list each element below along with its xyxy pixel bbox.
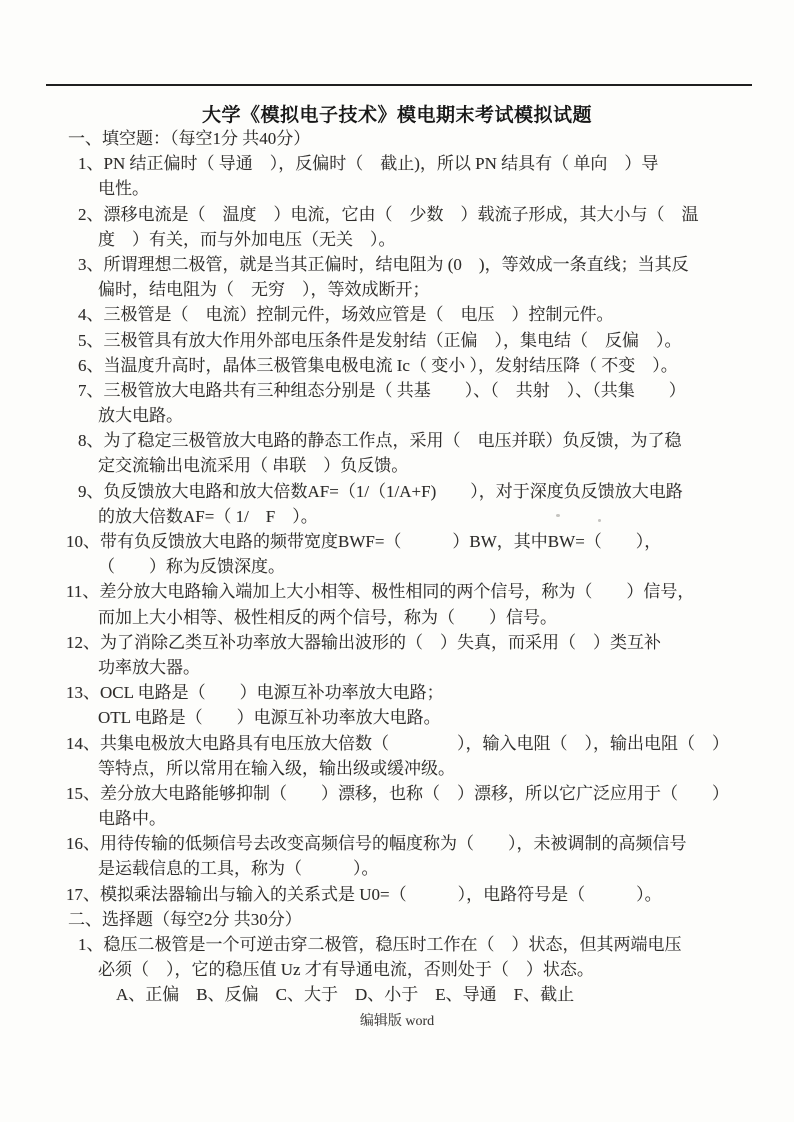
- question-2-line-1: 2、漂移电流是（ 温度 ）电流，它由（ 少数 ）载流子形成，其大小与（ 温: [78, 204, 699, 224]
- header-rule: [46, 84, 752, 86]
- question-3-line-1: 3、所谓理想二极管，就是当其正偏时，结电阻为 (0 )，等效成一条直线；当其反: [78, 254, 689, 274]
- question-10-line-1: 10、带有负反馈放大电路的频带宽度BWF=（ ）BW，其中BW=（ ），: [66, 532, 662, 551]
- section-heading-fill-blank: 一、填空题：（每空1分 共40分）: [68, 129, 311, 148]
- question-9-line-2: 的放大倍数AF=（ 1/ F ）。: [98, 506, 318, 526]
- scan-speckle: [556, 514, 560, 517]
- question-13-line-2: OTL 电路是（ ）电源互补功率放大电路。: [98, 708, 441, 728]
- question-14-line-1: 14、共集电极放大电路具有电压放大倍数（ ），输入电阻（ ），输出电阻（ ）: [66, 733, 729, 753]
- question-12-line-2: 功率放大器。: [98, 657, 200, 677]
- question-11-line-2: 而加上大小相等、极性相反的两个信号，称为（ ）信号。: [98, 607, 557, 627]
- section-heading-multiple-choice: 二、选择题（每空2分 共30分）: [68, 909, 302, 929]
- question-14-line-2: 等特点，所以常用在输入级，输出级或缓冲级。: [98, 758, 455, 778]
- choice-question-1-options: A、正偏 B、反偏 C、大于 D、小于 E、导通 F、截止: [116, 985, 575, 1005]
- exam-title: 大学《模拟电子技术》模电期末考试模拟试题: [201, 105, 592, 126]
- exam-body: [0, 126, 794, 1008]
- question-2-line-2: 度 ）有关，而与外加电压（无关 ）。: [98, 229, 396, 249]
- question-12-line-1: 12、为了消除乙类互补功率放大器输出波形的（ ）失真，而采用（ ）类互补: [66, 632, 661, 652]
- question-4-line-1: 4、三极管是（ 电流）控制元件，场效应管是（ 电压 ）控制元件。: [78, 305, 614, 325]
- question-7-line-1: 7、三极管放大电路共有三种组态分别是（ 共基 ）、（ 共射 ）、（共集 ）: [78, 380, 686, 400]
- question-16-line-1: 16、用待传输的低频信号去改变高频信号的幅度称为（ ），未被调制的高频信号: [66, 834, 687, 854]
- question-10-line-2: （ ）称为反馈深度。: [98, 557, 285, 577]
- question-15-line-2: 电路中。: [98, 809, 166, 829]
- choice-question-1-line-1: 1、稳压二极管是一个可逆击穿二极管，稳压时工作在（ ）状态，但其两端电压: [78, 935, 682, 954]
- page-footer: 编辑版 word: [359, 1014, 435, 1029]
- question-1-line-1: 1、PN 结正偏时（ 导通 ），反偏时（ 截止)，所以 PN 结具有（ 单向 ）导: [78, 154, 659, 174]
- question-8-line-1: 8、为了稳定三极管放大电路的静态工作点，采用（ 电压并联）负反馈，为了稳: [78, 431, 682, 451]
- question-17-line-1: 17、模拟乘法器输出与输入的关系式是 U0=（ ），电路符号是（ ）。: [66, 884, 662, 904]
- question-3-line-2: 偏时，结电阻为（ 无穷 ），等效成断开；: [98, 280, 430, 300]
- question-11-line-1: 11、差分放大电路输入端加上大小相等、极性相同的两个信号，称为（ ）信号，: [66, 582, 695, 602]
- question-5-line-1: 5、三极管具有放大作用外部电压条件是发射结（正偏 ），集电结（ 反偏 ）。: [78, 330, 682, 350]
- question-9-line-1: 9、负反馈放大电路和放大倍数AF=（1/（1/A+F) ），对于深度负反馈放大电路: [78, 481, 683, 501]
- choice-question-1-line-2: 必须（ ），它的稳压值 Uz 才有导通电流，否则处于（ ）状态。: [98, 960, 594, 980]
- question-16-line-2: 是运载信息的工具，称为（ ）。: [98, 859, 379, 879]
- question-7-line-2: 放大电路。: [98, 406, 183, 426]
- question-13-line-1: 13、OCL 电路是（ ）电源互补功率放大电路；: [66, 683, 444, 703]
- question-8-line-2: 定交流输出电流采用（ 串联 ）负反馈。: [98, 456, 409, 476]
- question-6-line-1: 6、当温度升高时，晶体三极管集电极电流 Ic（ 变小 ），发射结压降（ 不变 ）。: [78, 355, 678, 375]
- question-15-line-1: 15、差分放大电路能够抑制（ ）漂移，也称（ ）漂移，所以它广泛应用于（ ）: [66, 783, 729, 803]
- question-1-line-2: 电性。: [98, 179, 149, 199]
- scan-speckle: [598, 519, 601, 522]
